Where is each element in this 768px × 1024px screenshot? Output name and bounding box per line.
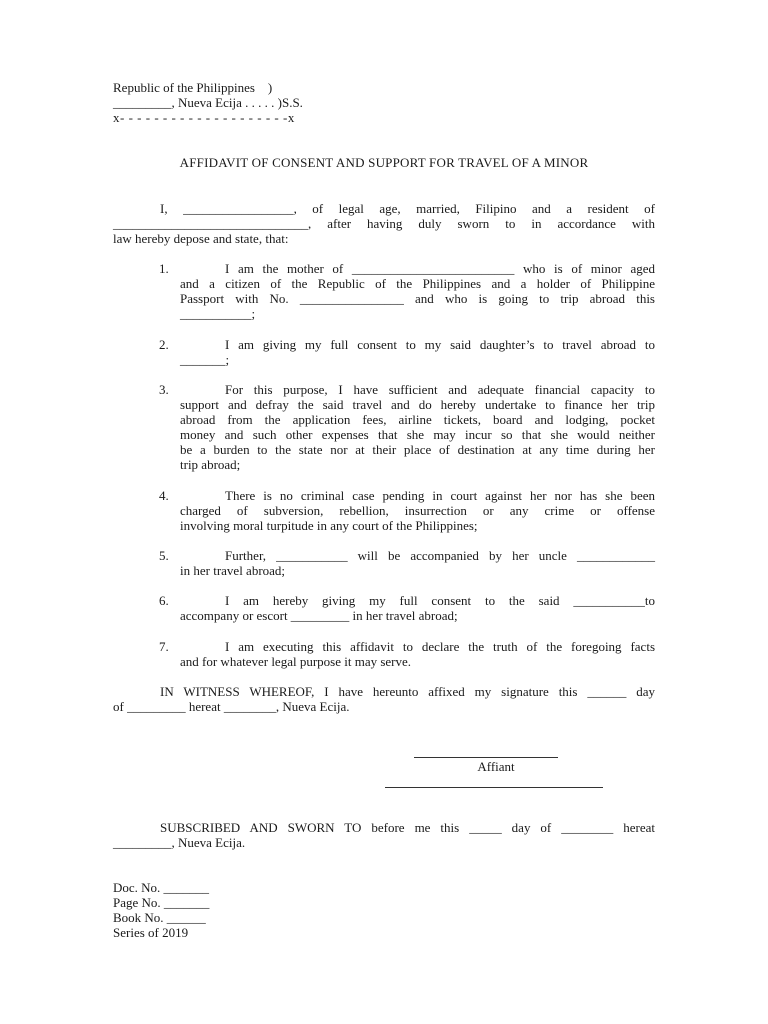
doc-number: Doc. No. _______ <box>113 880 210 895</box>
affiant-signature-line <box>414 757 558 758</box>
item-1-line-2: and a citizen of the Republic of the Philippines and a holder of Philippine <box>180 276 655 291</box>
intro-line-1: I, _________________, of legal age, married, Filipino and a resident of <box>160 201 655 216</box>
witness-line-1: IN WITNESS WHEREOF, I have hereunto affixed my signature this ______ day <box>160 684 655 699</box>
item-6-line-2: accompany or escort _________ in her travel abroad; <box>180 608 458 623</box>
jurat-line-1: SUBSCRIBED AND SWORN TO before me this _____ day of ________ hereat <box>160 820 655 835</box>
page-number: Page No. _______ <box>113 895 210 910</box>
document-title: AFFIDAVIT OF CONSENT AND SUPPORT FOR TRAVEL OF A MINOR <box>179 155 589 170</box>
caption-venue: _________, Nueva Ecija . . . . . )S.S. <box>113 95 303 110</box>
item-1-line-3: Passport with No. ________________ and who is going to trip abroad this <box>180 291 655 306</box>
item-1-line-4: ___________; <box>180 306 256 321</box>
item-3-line-3: abroad from the application fees, airline tickets, board and lodging, pocket <box>180 412 655 427</box>
witness-line-2: of _________ hereat ________, Nueva Ecija. <box>113 699 350 714</box>
item-5-number: 5. <box>159 548 169 563</box>
item-6-number: 6. <box>159 593 169 608</box>
series-year: Series of 2019 <box>113 925 189 940</box>
item-1-number: 1. <box>159 261 169 276</box>
item-3-line-1: For this purpose, I have sufficient and adequate financial capacity to <box>225 382 655 397</box>
second-signature-line <box>385 787 603 788</box>
item-7-line-2: and for whatever legal purpose it may serve. <box>180 654 412 669</box>
item-2-line-1: I am giving my full consent to my said daughter’s to travel abroad to <box>225 337 655 352</box>
item-2-number: 2. <box>159 337 169 352</box>
intro-line-3: law hereby depose and state, that: <box>113 231 289 246</box>
item-7-line-1: I am executing this affidavit to declare the truth of the foregoing facts <box>225 639 655 654</box>
item-3-line-2: support and defray the said travel and do hereby undertake to finance her trip <box>180 397 655 412</box>
item-4-line-2: charged of subversion, rebellion, insurrection or any crime or offense <box>180 503 655 518</box>
item-5-line-2: in her travel abroad; <box>180 563 286 578</box>
item-5-line-1: Further, ___________ will be accompanied by her uncle ____________ <box>225 548 655 563</box>
item-4-line-3: involving moral turpitude in any court of the Philippines; <box>180 518 478 533</box>
item-4-number: 4. <box>159 488 169 503</box>
item-4-line-1: There is no criminal case pending in court against her nor has she been <box>225 488 655 503</box>
jurat-line-2: _________, Nueva Ecija. <box>113 835 246 850</box>
item-3-number: 3. <box>159 382 169 397</box>
item-3-line-6: trip abroad; <box>180 457 241 472</box>
caption-republic: Republic of the Philippines ) <box>113 80 273 95</box>
book-number: Book No. ______ <box>113 910 206 925</box>
caption-divider: x- - - - - - - - - - - - - - - - - - - -x <box>113 110 295 125</box>
item-2-line-2: _______; <box>180 352 230 367</box>
affiant-label: Affiant <box>477 759 515 774</box>
item-3-line-4: money and such other expenses that she may incur so that she would neither <box>180 427 655 442</box>
item-3-line-5: be a burden to the state nor at their place of destination at any time during her <box>180 442 655 457</box>
item-7-number: 7. <box>159 639 169 654</box>
item-1-line-1: I am the mother of _________________________ who is of minor aged <box>225 261 655 276</box>
intro-line-2: ______________________________, after having duly sworn to in accordance with <box>113 216 655 231</box>
item-6-line-1: I am hereby giving my full consent to the said ___________to <box>225 593 655 608</box>
